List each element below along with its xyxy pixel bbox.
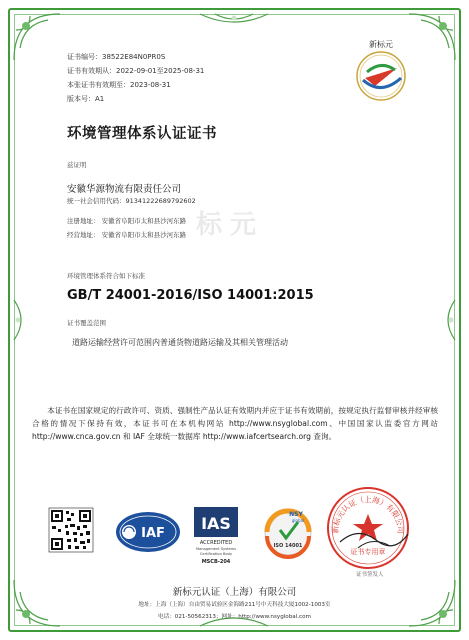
certification-scope: 道路运输经营许可范围内普通货物道路运输及其相关管理活动	[72, 338, 288, 347]
ias-mark	[194, 507, 238, 565]
seal-top-path: 新标元认证（上海）有限公司	[330, 495, 406, 534]
validity-period: 证书有效期从：2022-09-01至2025-08-31	[67, 67, 205, 75]
credit-code: 统一社会信用代码：91341222689792602	[67, 197, 196, 205]
certificate-number: 证书编号：38522E84N0PR0S	[67, 53, 166, 61]
footer-address: 地址：上海（上海）自由贸易试验区金海路211号中天科技大厦1002-1003室	[138, 602, 331, 608]
iaf-mark	[116, 512, 180, 552]
certificate-notice: 本证书在国家规定的行政许可、资质、强制性产品认证有效期内并应于证书有效期前，按规定执行监督审核并经审核合格的情况下保持有效，本证书可在本机构网站 http://www.nsyglobal.com、中国国家认监委官方网站 http://www.cnca.gov.cn 和 IAF 全球统一数据库 http://www.iafcertsearch.org 查询。	[32, 406, 438, 441]
nsy-top: NSY	[289, 511, 303, 518]
business-address: 经营地址： 安徽省阜阳市太和县沙河东路	[67, 231, 187, 239]
ias-sub1: Management Systems	[195, 547, 237, 551]
certificate-title: 环境管理体系认证证书	[67, 126, 217, 142]
certify-label: 兹证明	[67, 161, 87, 169]
iaf-label: IAF	[141, 526, 165, 541]
version-number: 版本号：A1	[67, 95, 105, 103]
nsy-iso: ISO 14001	[273, 543, 303, 549]
logo-name: 新标元	[369, 40, 393, 49]
ias-accredited: ACCREDITED	[199, 540, 233, 546]
signer-label: 证书签发人	[356, 572, 384, 578]
qr-code	[49, 508, 93, 552]
conform-label: 环境管理体系符合如下标准	[67, 272, 145, 280]
company-name: 安徽华源物流有限责任公司	[67, 184, 182, 195]
ias-sub2: Certification Body	[199, 552, 233, 556]
ias-label: IAS	[201, 514, 231, 533]
nsy-iso-mark	[265, 509, 311, 557]
scope-label: 证书覆盖范围	[67, 319, 106, 327]
seal-bottom-text: 证书专用章	[350, 548, 386, 556]
current-validity: 本张证书有效期至：2023-08-31	[67, 81, 171, 89]
standard-code: GB/T 24001-2016/ISO 14001:2015	[67, 288, 314, 303]
ias-code: MSCB-204	[201, 559, 231, 565]
watermark-text: 标元	[196, 210, 265, 240]
nsy-global: global	[291, 518, 305, 523]
footer-company: 新标元认证（上海）有限公司	[172, 587, 297, 598]
registered-address: 注册地址： 安徽省阜阳市太和县沙河东路	[67, 217, 187, 225]
footer-contact: 电话：021-50562313；网址：http://www.nsyglobal.com	[157, 614, 311, 620]
official-seal	[328, 488, 408, 568]
